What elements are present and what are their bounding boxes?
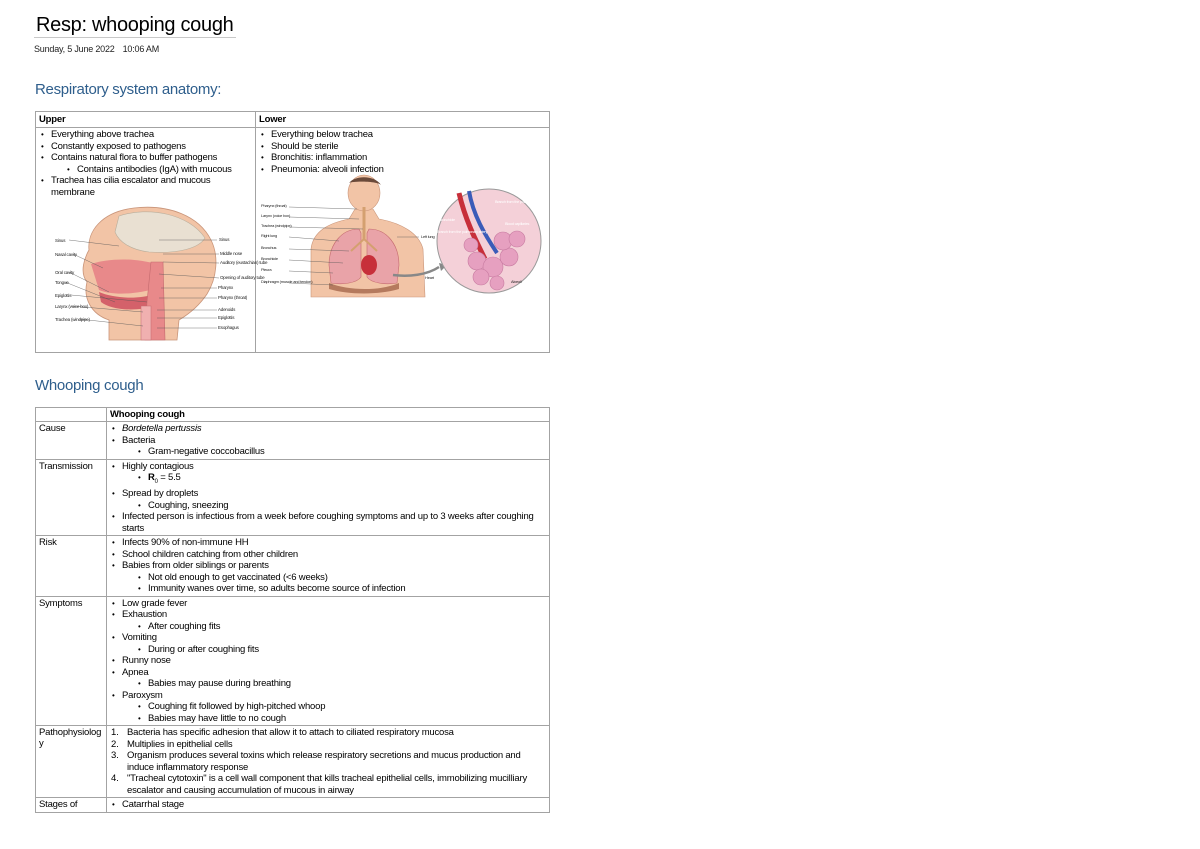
lower-header: Lower <box>256 112 550 128</box>
list-item: • Paroxysm • Coughing fit followed by high-pitched whoop • Babies may have little to no cough <box>110 690 546 725</box>
label-sinus-l: Sinus <box>55 238 66 243</box>
list-item: • During or after coughing fits <box>136 644 546 656</box>
list-item: • Babies may have little to no cough <box>136 713 546 725</box>
lower-cell <box>256 128 550 353</box>
list-item: • Gram-negative coccobacillus <box>136 446 546 458</box>
svg-text:Blood capillaries: Blood capillaries <box>505 222 530 226</box>
upper-header: Upper <box>36 112 256 128</box>
svg-text:Auditory (eustachian) tube: Auditory (eustachian) tube <box>220 260 268 265</box>
page-date: Sunday, 5 June 2022 <box>34 44 115 54</box>
upper-list <box>39 129 252 198</box>
corner-cell <box>36 408 107 422</box>
svg-text:Sinus: Sinus <box>219 237 230 242</box>
col-header: Whooping cough <box>107 408 550 422</box>
svg-text:Trachea (windpipe): Trachea (windpipe) <box>55 317 90 322</box>
svg-text:Bronchus: Bronchus <box>261 245 277 250</box>
row-label: Risk <box>36 536 107 597</box>
row-content <box>107 798 550 813</box>
table-row <box>36 726 550 798</box>
list-item: • Vomiting • During or after coughing fits <box>110 632 546 655</box>
list-item: • Spread by droplets • Coughing, sneezing <box>110 488 546 511</box>
row-label: Stages of <box>36 798 107 813</box>
list-item: • Bacteria • Gram-negative coccobacillus <box>110 435 546 458</box>
list-item: • Coughing, sneezing <box>136 500 546 512</box>
list-item: • Babies from older siblings or parents • Not old enough to get vaccinated (<6 weeks) • Immunity wanes over time, so adults become source of infection <box>110 560 546 595</box>
whooping-cough-table <box>35 407 550 813</box>
svg-text:Adenoids: Adenoids <box>218 307 236 312</box>
list-item: • Everything above trachea <box>39 129 252 141</box>
row-label: Transmission <box>36 459 107 536</box>
row-content <box>107 596 550 726</box>
svg-text:Pharynx (throat): Pharynx (throat) <box>261 203 287 208</box>
table-row <box>36 536 550 597</box>
table-row <box>36 422 550 460</box>
list-item: • Infects 90% of non-immune HH <box>110 537 546 549</box>
anatomy-table <box>35 111 550 353</box>
list-item: • Babies may pause during breathing <box>136 678 546 690</box>
svg-text:Tongue: Tongue <box>55 280 69 285</box>
list-item: • Constantly exposed to pathogens <box>39 141 252 153</box>
list-item: • After coughing fits <box>136 621 546 633</box>
row-content <box>107 422 550 460</box>
svg-text:Larynx (voice box): Larynx (voice box) <box>55 304 89 309</box>
table-row <box>36 459 550 536</box>
svg-text:Larynx (voice box): Larynx (voice box) <box>261 213 291 218</box>
list-item: • Low grade fever <box>110 598 546 610</box>
svg-text:Branch from the pulmonary vein: Branch from the pulmonary vein <box>495 200 543 204</box>
list-item: • Trachea has cilia escalator and mucous membrane <box>39 175 252 198</box>
row-label: Pathophysiology <box>36 726 107 798</box>
row-label: Symptoms <box>36 596 107 726</box>
svg-text:Esophagus: Esophagus <box>218 325 239 330</box>
list-item: • Apnea • Babies may pause during breathing <box>110 667 546 690</box>
list-item: • Should be sterile <box>259 141 546 153</box>
lower-list <box>259 129 546 175</box>
list-item: • Infected person is infectious from a week before coughing symptoms and up to 3 weeks after coughing starts <box>110 511 546 534</box>
svg-text:Bronchiole: Bronchiole <box>261 256 278 261</box>
page-title: Resp: whooping cough <box>36 14 234 36</box>
svg-text:Nasal cavity: Nasal cavity <box>55 252 77 257</box>
title-underline <box>34 37 236 38</box>
table-row <box>36 798 550 813</box>
list-item: Multiplies in epithelial cells <box>127 738 233 750</box>
svg-text:Pharynx (throat): Pharynx (throat) <box>218 295 248 300</box>
list-item: Bacteria has specific adhesion that allow it to attach to ciliated respiratory mucosa <box>127 727 454 739</box>
svg-text:Pharynx: Pharynx <box>218 285 234 290</box>
list-item: • Exhaustion • After coughing fits <box>110 609 546 632</box>
list-item: • Catarrhal stage <box>110 799 546 811</box>
svg-text:Diaphragm (muscle and tendon): Diaphragm (muscle and tendon) <box>261 279 313 284</box>
list-item: • Contains antibodies (IgA) with mucous <box>65 164 252 176</box>
row-content <box>107 536 550 597</box>
svg-text:Left lung: Left lung <box>421 234 435 239</box>
list-item: • Bordetella pertussis <box>110 423 546 435</box>
list-item: • Bronchitis: inflammation <box>259 152 546 164</box>
list-item: • Immunity wanes over time, so adults become source of infection <box>136 583 546 595</box>
heading-whooping-cough: Whooping cough <box>35 377 144 394</box>
row-content <box>107 726 550 798</box>
list-item: • Highly contagious • $R_0 = 5.5$ <box>110 461 546 489</box>
svg-text:Bronchiole: Bronchiole <box>439 218 455 222</box>
heading-anatomy: Respiratory system anatomy: <box>35 81 222 98</box>
svg-text:Epiglottis: Epiglottis <box>55 293 72 298</box>
svg-text:Pleura: Pleura <box>261 267 272 272</box>
list-item: • $R_0 = 5.5$ <box>136 472 546 488</box>
row-content <box>107 459 550 536</box>
svg-text:Trachea (windpipe): Trachea (windpipe) <box>261 223 292 228</box>
svg-text:Right lung: Right lung <box>261 233 278 238</box>
list-item: • Coughing fit followed by high-pitched whoop <box>136 701 546 713</box>
row-label: Cause <box>36 422 107 460</box>
table-row <box>36 596 550 726</box>
svg-text:Oral cavity: Oral cavity <box>55 270 75 275</box>
svg-text:Opening of auditory tube: Opening of auditory tube <box>220 275 265 280</box>
list-item: • Not old enough to get vaccinated (<6 weeks) <box>136 572 546 584</box>
page-time: 10:06 AM <box>122 44 160 54</box>
list-item: • School children catching from other children <box>110 549 546 561</box>
svg-text:Epiglottis: Epiglottis <box>218 315 235 320</box>
svg-text:Alveoli: Alveoli <box>511 279 522 284</box>
svg-text:Middle nose: Middle nose <box>220 251 243 256</box>
list-item: • Everything below trachea <box>259 129 546 141</box>
lower-airway-diagram <box>259 179 546 300</box>
list-item: • Pneumonia: alveoli infection <box>259 164 546 176</box>
list-item: "Tracheal cytotoxin" is a cell wall component that kills tracheal epithelial cells, immobilizing mucilliary escalator and causing accumulation of mucous in airway <box>127 773 527 796</box>
svg-text:Heart: Heart <box>425 275 434 280</box>
list-item: Organism produces several toxins which release respiratory secretions and mucus production and induce inflammatory response <box>127 750 521 773</box>
page-datetime <box>34 44 159 54</box>
svg-text:Branch from the pulmonary arte: Branch from the pulmonary artery <box>437 230 488 234</box>
list-item: • Contains natural flora to buffer pathogens • Contains antibodies (IgA) with mucous <box>39 152 252 175</box>
list-item: • Runny nose <box>110 655 546 667</box>
